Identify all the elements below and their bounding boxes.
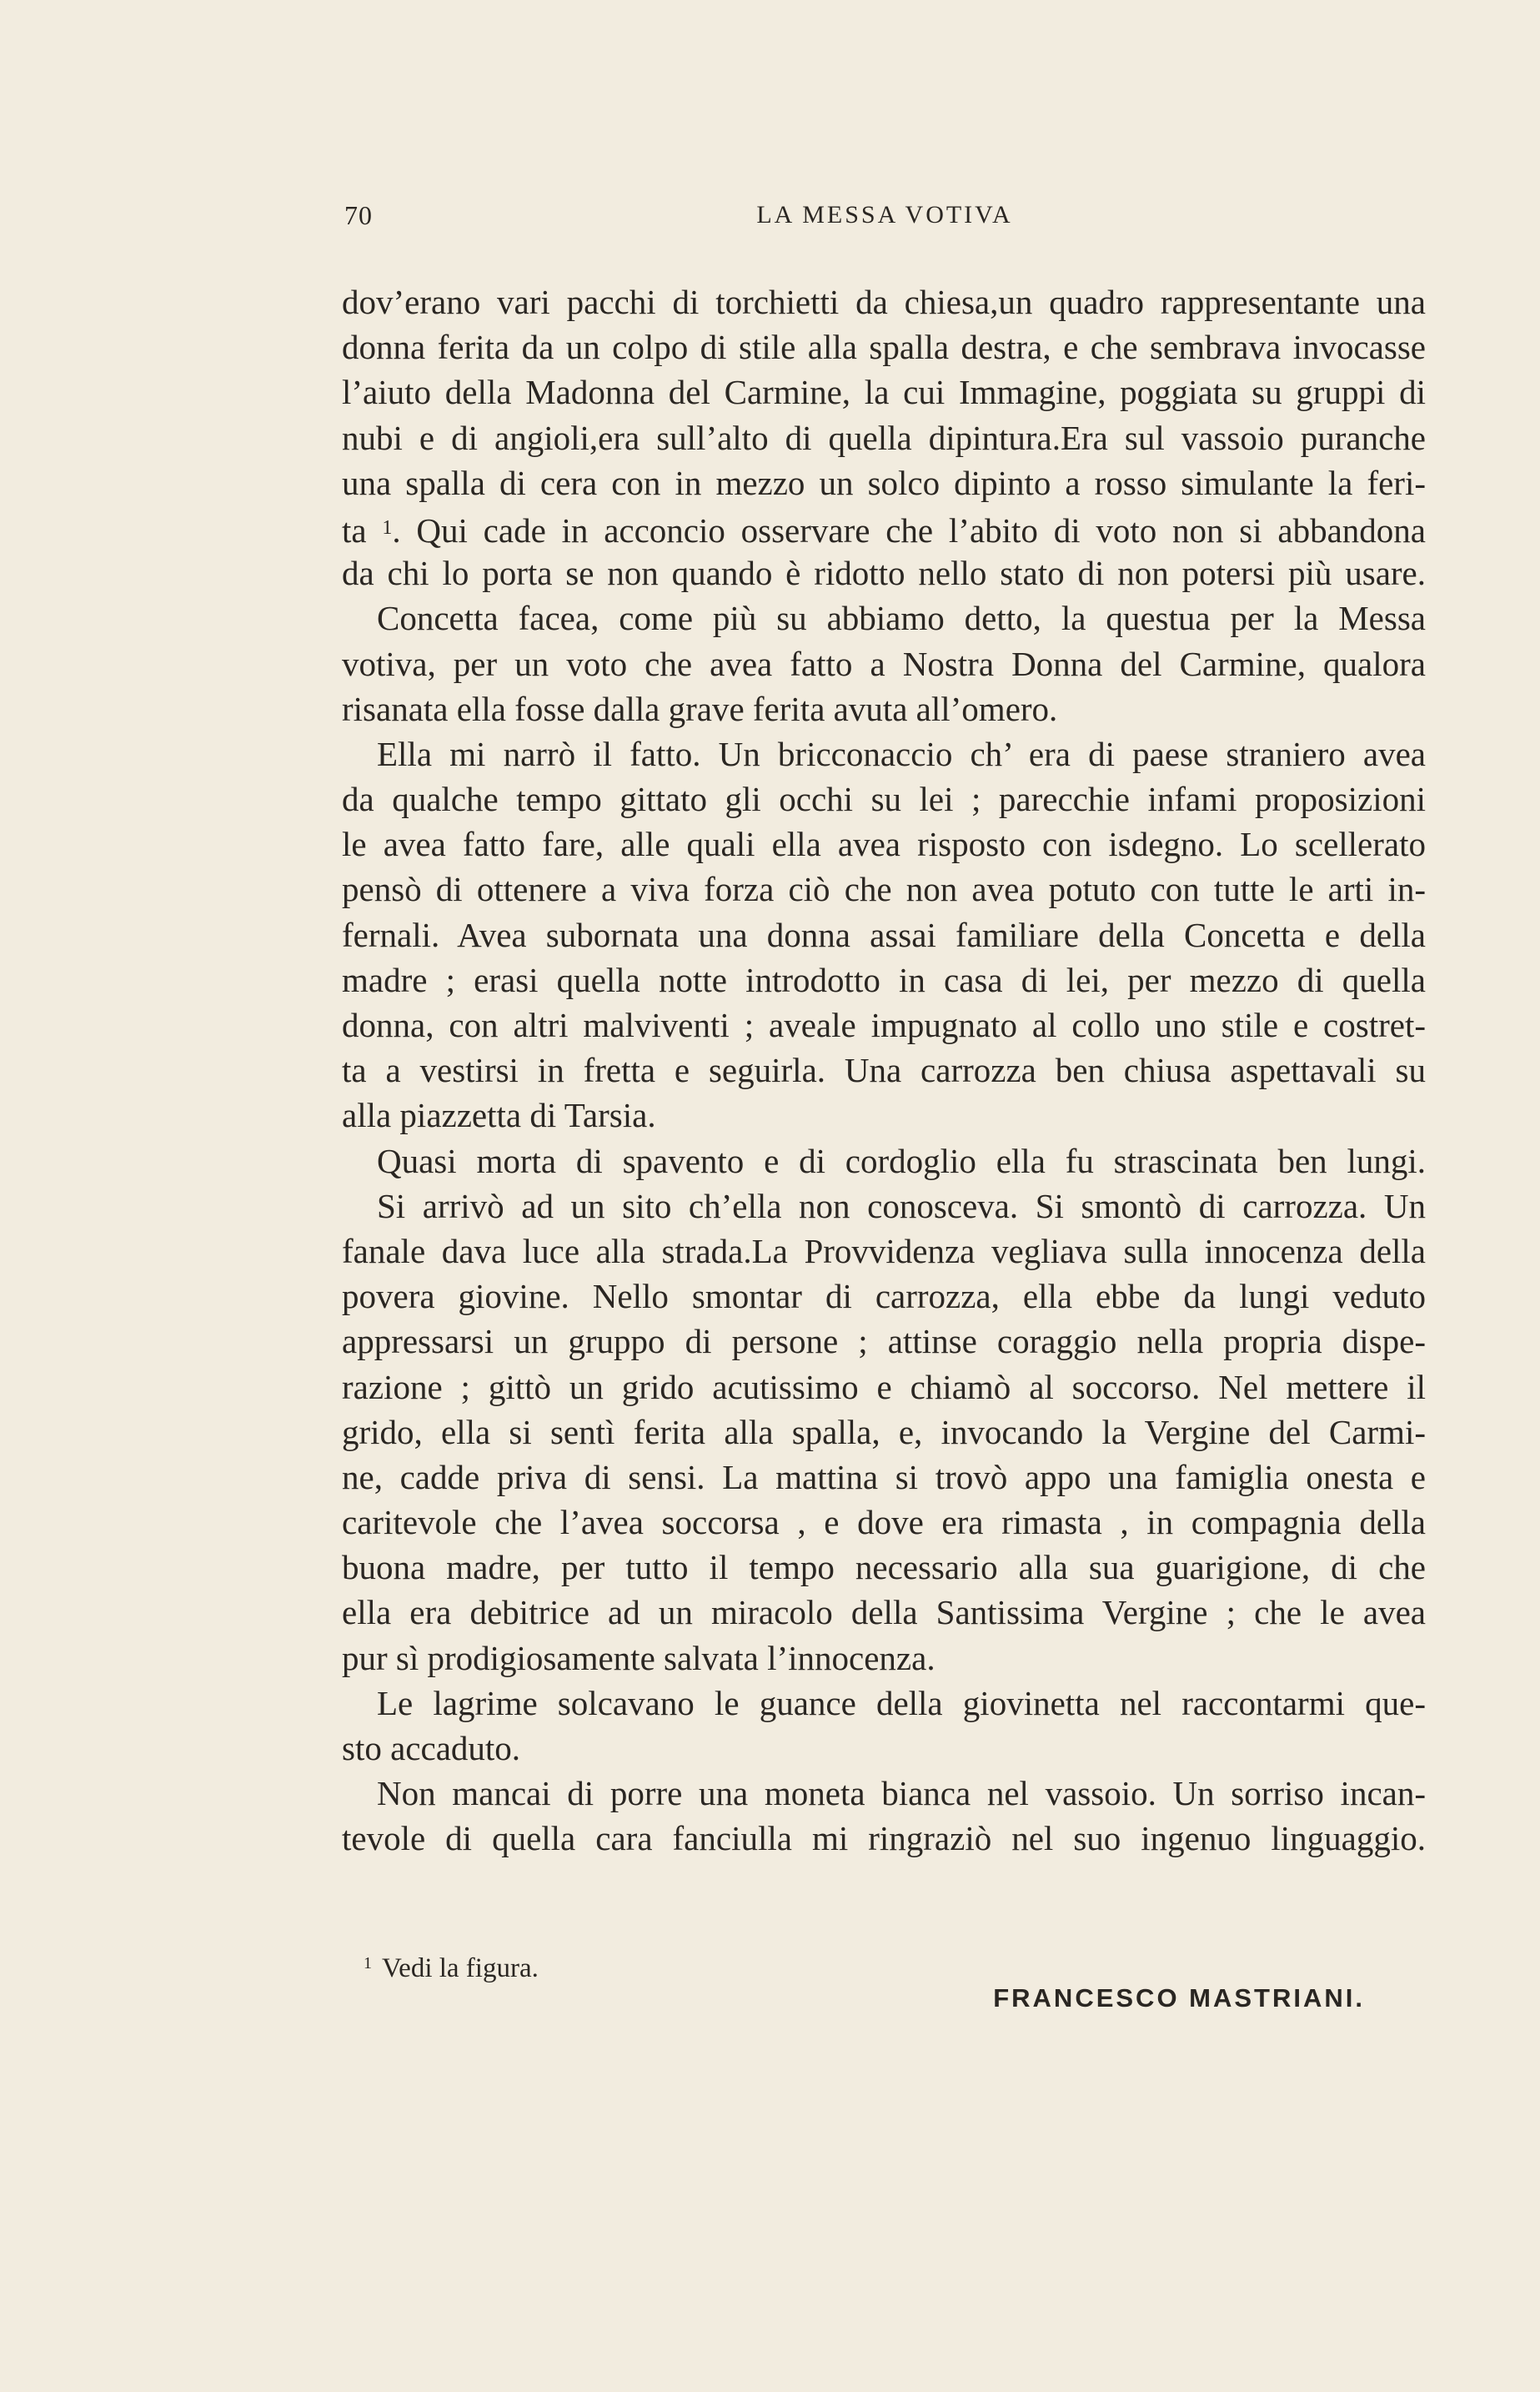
text-line: risanata ella fosse dalla grave ferita avuta all’omero. xyxy=(342,689,1058,728)
text-line: ta a vestirsi in fretta e seguirla. Una carrozza ben chiusa aspettavali su xyxy=(342,1051,1426,1090)
text-line: sto accaduto. xyxy=(342,1729,521,1767)
text-line: Non mancai di porre una moneta bianca nel vassoio. Un sorriso incan- xyxy=(377,1774,1426,1813)
text-line: razione ; gittò un grido acutissimo e chiamò al soccorso. Nel mettere il xyxy=(342,1367,1426,1406)
text-line: appressarsi un gruppo di persone ; attinse coraggio nella propria dispe- xyxy=(342,1322,1426,1361)
body-text xyxy=(342,279,1426,1862)
text-line: madre ; erasi quella notte introdotto in casa di lei, per mezzo di quella xyxy=(342,960,1426,999)
running-title: LA MESSA VOTIVA xyxy=(756,201,1013,229)
text-line: grido, ella si sentì ferita alla spalla, e, invocando la Vergine del Carmi- xyxy=(342,1412,1426,1451)
text-line: fernali. Avea subornata una donna assai familiare della Concetta e della xyxy=(342,915,1426,954)
text-line: povera giovine. Nello smontar di carrozza, ella ebbe da lungi veduto xyxy=(342,1277,1426,1316)
text-line: Quasi morta di spavento e di cordoglio ella fu strascinata ben lungi. xyxy=(377,1141,1426,1180)
text-line: fanale dava luce alla strada.La Provvidenza vegliava sulla innocenza della xyxy=(342,1231,1426,1270)
text-line: nubi e di angioli,era sull’alto di quella dipintura.Era sul vassoio puranche xyxy=(342,418,1426,457)
text-line: da chi lo porta se non quando è ridotto nello stato di non potersi più usare. xyxy=(342,554,1426,593)
text-line: votiva, per un voto che avea fatto a Nostra Donna del Carmine, qualora xyxy=(342,644,1426,683)
footnote-reference: 1 xyxy=(382,516,393,539)
text-line: pensò di ottenere a viva forza ciò che non avea potuto con tutte le arti in- xyxy=(342,870,1426,909)
text-line: dov’erano vari pacchi di torchietti da chiesa,un quadro rappresentante una xyxy=(342,283,1426,321)
author-signature: FRANCESCO MASTRIANI. xyxy=(993,1983,1365,2013)
text-line: Concetta facea, come più su abbiamo detto, la questua per la Messa xyxy=(377,599,1426,638)
footnote-marker: 1 xyxy=(364,1954,372,1972)
text-line: Ella mi narrò il fatto. Un bricconaccio ch’ era di paese straniero avea xyxy=(377,734,1426,773)
text-line: l’aiuto della Madonna del Carmine, la cui Immagine, poggiata su gruppi di xyxy=(342,373,1426,412)
page-number: 70 xyxy=(344,200,373,230)
text-line: tevole di quella cara fanciulla mi ringraziò nel suo ingenuo linguaggio. xyxy=(342,1819,1426,1858)
text-fragment: ta xyxy=(342,510,367,550)
footnote-text: Vedi la figura. xyxy=(382,1953,539,1983)
text-line: le avea fatto fare, alle quali ella avea risposto con isdegno. Lo scellerato xyxy=(342,825,1426,864)
text-line: ne, cadde priva di sensi. La mattina si trovò appo una famiglia onesta e xyxy=(342,1457,1426,1496)
text-line: una spalla di cera con in mezzo un solco dipinto a rosso simulante la feri- xyxy=(342,463,1426,502)
footnote xyxy=(364,1945,539,1987)
text-line: da qualche tempo gittato gli occhi su lei ; parecchie infami proposizioni xyxy=(342,780,1426,819)
text-line: donna, con altri malviventi ; aveale impugnato al collo uno stile e costret- xyxy=(342,1006,1426,1044)
text-line: buona madre, per tutto il tempo necessario alla sua guarigione, di che xyxy=(342,1548,1426,1587)
text-line: Le lagrime solcavano le guance della giovinetta nel raccontarmi que- xyxy=(377,1683,1426,1722)
text-line: pur sì prodigiosamente salvata l’innocenza. xyxy=(342,1638,936,1677)
text-line-with-footnote-ref xyxy=(342,505,1426,550)
text-line: donna ferita da un colpo di stile alla spalla destra, e che sembrava invocasse xyxy=(342,328,1426,367)
text-line: Si arrivò ad un sito ch’ella non conosceva. Si smontò di carrozza. Un xyxy=(377,1186,1426,1225)
text-line: caritevole che l’avea soccorsa , e dove era rimasta , in compagnia della xyxy=(342,1503,1426,1542)
page-header xyxy=(344,197,1425,239)
text-fragment: . Qui cade in acconcio osservare che l’abito di voto non si abbandona xyxy=(392,510,1426,550)
text-line: alla piazzetta di Tarsia. xyxy=(342,1096,656,1135)
text-line: ella era debitrice ad un miracolo della Santissima Vergine ; che le avea xyxy=(342,1593,1426,1632)
